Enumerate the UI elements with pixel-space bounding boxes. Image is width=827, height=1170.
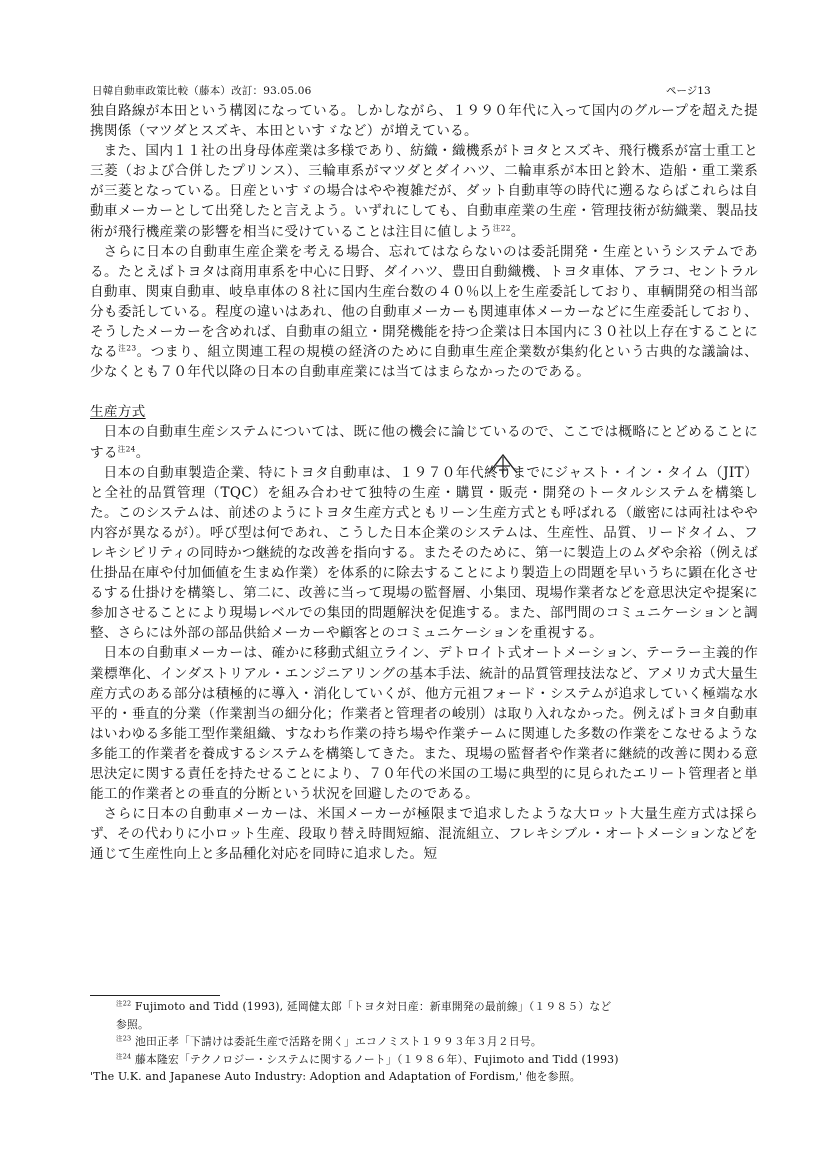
paragraph: 日本の自動車製造企業、特にトヨタ自動車は、１９７０年代終りまでにジャスト・イン・タイム（JIT）と全社的品質管理（TQC）を組み合わせて独特の生産・購買・販売・開発のトータルシステムを構築した。このシステムは、前述のようにトヨタ生産方式ともリーン生産方式とも呼ばれる（厳密には両社はやや内容が異なるが）。呼び型は何であれ、こうした日本企業のシステムは、生産性、品質、リードタイム、フレキシビリティの同時かつ継続的な改善を指向する。またそのために、第一に製造上のムダや余裕（例えば仕掛品在庫や付加価値を生まぬ作業）を体系的に除去することにより製造上の問題を早いうちに顕在化させるする仕掛けを構築し、第二に、改善に当って現場の監督層、小集団、現場作業者などを意思決定や提案に参加させることにより現場レベルでの集団的問題解決を促進する。また、部門間のコミュニケーションと調整、さらには外部の部品供給メーカーや顧客とのコミュニケーションを重視する。 [90, 464, 758, 642]
footnote-text: 池田正孝「下請けは委託生産で活路を開く」エコノミスト１９９３年３月２日号。 [135, 1035, 542, 1048]
footnote-divider [90, 995, 220, 996]
footnote-text: 藤本隆宏「テクノロジー・システムに関するノート」（１９８６年）、Fujimoto and Tidd (1993) [135, 1052, 619, 1066]
paragraph-text: また、国内１１社の出身母体産業は多様であり、紡織・織機系がトヨタとスズキ、飛行機系が富士重工と三菱（および合併したプリンス）、三輪車系がマツダとダイハツ、二輪車系が本田と鈴木、造船・重工業系が三菱となっている。日産といすゞの場合はやや複雑だが、ダット自動車等の時代に遡るならばこれらは自動車メーカーとして出発したと言えよう。いずれにしても、自動車産業の生産・管理技術が紡織業、製品技術が飛行機産業の影響を相当に受けていることは注目に値しよう [90, 143, 758, 240]
margin-stamp-icon [485, 449, 521, 481]
paragraph [90, 242, 758, 383]
footnote [90, 998, 770, 1016]
footnote-text: Fujimoto and Tidd (1993), 延岡健太郎「トヨタ対日産：新車開発の最前線」（１９８５）など [135, 1000, 612, 1013]
paragraph [90, 422, 758, 462]
footnote-mark: 注24 [116, 1051, 132, 1060]
footnote-text: 'The U.K. and Japanese Auto Industry: Adoption and Adaptation of Fordism,' 他を参照。 [90, 1070, 581, 1083]
paragraph-text: 日本の自動車生産システムについては、既に他の機会に論じているので、ここでは概略にとどめることにする [90, 424, 758, 461]
footnote-ref: 注24 [117, 443, 136, 453]
paragraph-text: 。 [135, 444, 150, 461]
paragraph: 独自路線が本田という構図になっている。しかしながら、１９９０年代に入って国内のグループを超えた提携関係（マツダとスズキ、本田といすゞなど）が増えている。 [90, 103, 758, 140]
footnote [90, 1068, 770, 1086]
footnote-text: 参照。 [116, 1017, 149, 1031]
footnote-mark: 注22 [116, 999, 132, 1008]
page-number: ページ13 [666, 85, 711, 97]
footnote-mark: 注23 [116, 1034, 132, 1043]
paragraph-text: さらに日本の自動車生産企業を考える場合、忘れてはならないのは委託開発・生産というシステムである。たとえばトヨタは商用車系を中心に日野、ダイハツ、豊田自動織機、トヨタ車体、アラコ、セントラル自動車、関東自動車、岐阜車体の８社に国内生産台数の４０％以上を生産委託しており、車輌開発の相当部分も委託している。程度の違いはあれ、他の自動車メーカーも関連車体メーカーなどに生産委託しており、そうしたメーカーを含めれば、自動車の組立・開発機能を持つ企業は日本国内に３０社以上存在することになる [90, 243, 758, 361]
footnote [90, 1051, 770, 1069]
body-text [90, 101, 758, 864]
paragraph: 日本の自動車メーカーは、確かに移動式組立ライン、デトロイト式オートメーション、テーラー主義的作業標準化、インダストリアル・エンジニアリングの基本手法、統計的品質管理技法など、アメリカ式大量生産方式のある部分は積極的に導入・消化していくが、他方元祖フォード・システムが追求していく極端な水平的・垂直的分業（作業割当の細分化；作業者と管理者の峻別）は取り入れなかった。例えばトヨタ自動車はいわゆる多能工型作業組織、すなわち作業の持ち場や作業チームに関連した多数の作業をこなせるような多能工的作業者を養成するシステムを構築してきた。また、現場の監督者や作業者に継続的改善に関わる意思決定に関する責任を持たせることにより、７０年代の米国の工場に典型的に見られたエリート管理者と単能工的作業者との垂直的分断という状況を回避したのである。 [90, 645, 758, 803]
paragraph: さらに日本の自動車メーカーは、米国メーカーが極限まで追求したような大ロット大量生産方式は採らず、その代わりに小ロット生産、段取り替え時間短縮、混流組立、フレキシブル・オートメーションなどを通じて生産性向上と多品種化対応を同時に追求した。短 [90, 806, 758, 863]
section-heading: 生産方式 [90, 404, 146, 421]
footnote [90, 1016, 770, 1034]
paragraph-text: 。 [510, 223, 525, 240]
footnote [90, 1033, 770, 1051]
footnote-ref: 注23 [118, 343, 137, 353]
paragraph [90, 141, 758, 241]
running-header: 日韓自動車政策比較（藤本）改訂：93.05.06 [92, 85, 312, 97]
footnote-ref: 注22 [492, 223, 511, 233]
footnotes [90, 998, 770, 1086]
paragraph-text: 。つまり、組立関連工程の規模の経済のために自動車生産企業数が集約化という古典的な議論は、少なくとも７０年代以降の日本の自動車産業には当てはまらなかったのである。 [90, 344, 758, 381]
